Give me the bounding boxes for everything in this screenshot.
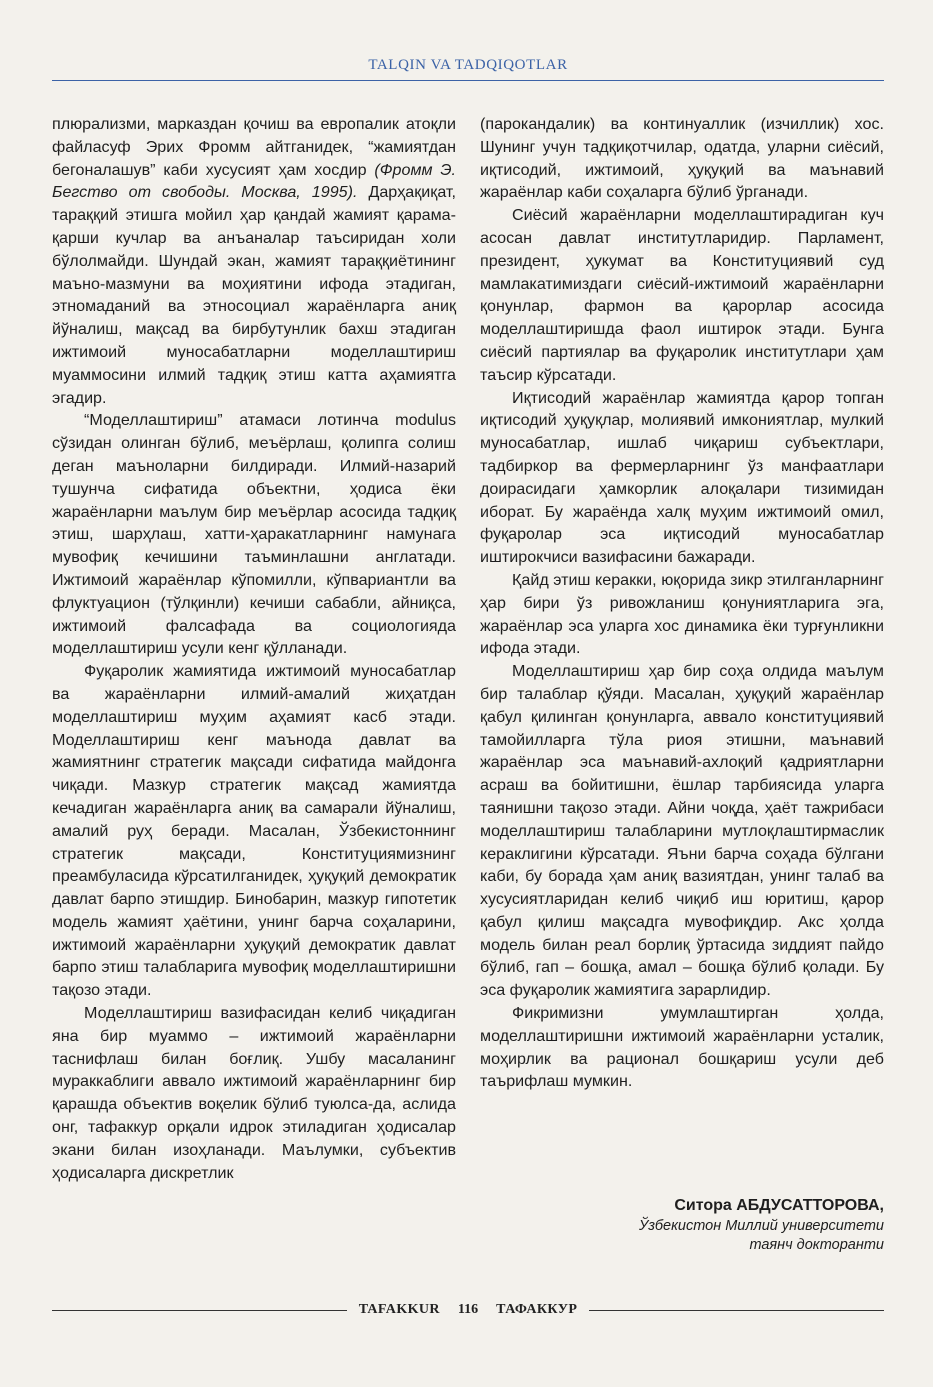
right-paragraph-5: Моделлаштириш ҳар бир соҳа олдида маълум бир талаблар қўяди. Масалан, ҳуқуқий жараёнлар қабул қилинган қонунларга, аввало конституциявий тамойилларга тўла риоя этишни, маънавий жараёнлар эса маънавий-ахлоқий қадриятларни асраш ва бойитишни, ёшлар тарбиясида уларга таянишни тақозо этади. Айни чоқда, ҳаёт тажрибаси моделлаштириш талабларини мутлоқлаштирмаслик кераклигини кўрсатади. Яъни барча соҳада бўлгани каби, бу борада ҳам аниқ вазиятдан, унинг талаб ва хусусиятларидан келиб чиқиб иш юритиш, қарор қабул қилиш мақсадга мувофиқдир. Акс ҳолда модель билан реал борлиқ ўртасида зиддият пайдо бўлиб, гап – бошқа, амал – бошқа бўлиб қолади. Бу эса фуқаролик жамиятига зарарлидир. — [480, 662, 884, 1000]
footer-rule-left — [52, 1310, 347, 1311]
author-name: Ситора АБДУСАТТОРОВА, — [674, 1197, 884, 1214]
left-paragraph-3: Фуқаролик жамиятида ижтимоий муносабатлар ва жараёнларни илмий-амалий жиҳатдан моделлаштириш муҳим аҳамият касб этади. Моделлаштириш кенг маънода давлат ва жамиятнинг стратегик мақсади сифатида майдонга чиқади. Мазкур стратегик мақсад жамиятда кечадиган жараёнларга аниқ ва самарали йўналиш, амалий руҳ беради. Масалан, Ўзбекистоннинг стратегик мақсади, Конституциямизнинг преамбуласида кўрсатилганидек, ҳуқуқий демократик давлат барпо этишдир. Бинобарин, мазкур гипотетик модель жамият ҳаётини, унинг барча соҳаларини, ижтимоий жараёнларни ҳуқуқий демократик давлат барпо этиш талабларига мувофиқ моделлаштиришни тақозо этади. — [52, 662, 456, 1000]
left-column — [52, 113, 456, 1184]
author-signature — [480, 1195, 884, 1255]
left-paragraph-2: “Моделлаштириш” атамаси лотинча modulus сўзидан олинган бўлиб, меъёрлаш, қолипга солиш деган маъноларни билдиради. Илмий-назарий тушунча сифатида объектни, ҳодиса ёки жараёнларни маълум бир меъёрлар асосида тадқиқ этиш, шарҳлаш, хатти-ҳаракатларнинг намунага мувофиқ кечишини таъминлашни англатади. Ижтимоий жараёнлар кўпомилли, кўпвариантли ва флуктуацион (тўлқинли) кечиши сабабли, айниқса, ижтимоий фалсафада ва социологияда моделлаштириш усули кенг қўлланади. — [52, 411, 456, 658]
paragraph-text: Дарҳақиқат, тараққий этишга мойил ҳар қандай жамият қарама-қарши кучлар ва анъаналар таъсиридан холи бўлолмайди. Шундай экан, жамият тараққиётининг маъно-мазмуни ва моҳиятини ифода этадиган, этномаданий ва этносоциал жараёнларга аниқ йўналиш, мақсад ва бирбутунлик бахш этадиган ижтимоий муносабатларни моделлаштириш муаммосини илмий тадқиқ этиш катта аҳамиятга эгадир. — [52, 183, 456, 407]
footer-journal-cyrillic: ТАФАККУР — [496, 1302, 578, 1317]
right-paragraph-6: Фикримизни умумлаштирган ҳолда, моделлаштиришни ижтимоий жараёнларни усталик, моҳирлик ва рационал бошқариш усули деб таърифлаш мумкин. — [480, 1004, 884, 1091]
author-position: таянч докторанти — [749, 1237, 884, 1253]
left-paragraph-4: Моделлаштириш вазифасидан келиб чиқадиган яна бир муаммо – ижтимоий жараёнларни таснифлаш билан боғлиқ. Ушбу масаланинг мураккаблиги аввало ижтимоий жараёнларнинг бир қарашда объектив воқелик бўлиб туюлса-да, аслида онг, тафаккур орқали идрок этиладиган ҳодисалар экани билан изоҳланади. Маълумки, субъектив ҳодисаларга дискретлик — [52, 1004, 456, 1182]
page-footer — [52, 1300, 884, 1320]
citation: (Фромм Э. Бегство от свободы. Москва, 1995). — [52, 160, 456, 202]
left-paragraph-1 — [52, 113, 456, 409]
footer-rule-right — [589, 1310, 884, 1311]
right-paragraph-4: Қайд этиш керакки, юқорида зикр этилганларнинг ҳар бири ўз ривожланиш қонуниятларига эга, жараёнлар эса уларга хос динамика ёки турғунликни ифода этади. — [480, 570, 884, 658]
right-paragraph-2: Сиёсий жараёнларни моделлаштирадиган куч асосан давлат институтларидир. Парламент, президент, ҳукумат ва Конституциявий суд мамлакатимиздаги сиёсий-ижтимоий жараёнларни қонунлар, фармон ва қарорлар асосида моделлаштиришда фаол иштирок этади. Бунга сиёсий партиялар ва фуқаролик институтлари ҳам таъсир кўрсатади. — [480, 206, 884, 384]
footer-journal-latin: TAFAKKUR — [358, 1302, 440, 1317]
right-paragraph-1: (парокандалик) ва континуаллик (изчиллик) хос. Шунинг учун тадқиқотчилар, одатда, уларни сиёсий, иқтисодий, ижтимоий, ҳуқуқий ва маънавий жараёнлар каби соҳаларга бўлиб ўрганади. — [480, 115, 884, 202]
right-column — [480, 113, 884, 1093]
section-title: TALQIN VA TADQIQOTLAR — [368, 57, 568, 73]
paragraph-text: плюрализми, марказдан қочиш ва европалик атоқли файласуф Эрих Фромм айтганидек, “жамиятдан бегоналашув” каби хусусият ҳам хосдир — [52, 115, 456, 179]
page-number: 116 — [457, 1302, 479, 1317]
header-rule — [52, 80, 884, 81]
right-paragraph-3: Иқтисодий жараёнлар жамиятда қарор топган иқтисодий ҳуқуқлар, молиявий имкониятлар, мулкий муносабатлар, ишлаб чиқариш субъектлари, тадбиркор ва фермерларнинг ўз манфаатлари доирасидаги ҳамкорлик алоқалари тизимидан иборат. Бу жараёнда халқ муҳим ижтимоий омил, фуқаролар эса иқтисодий муносабатлар иштирокчиси вазифасини бажаради. — [480, 388, 884, 567]
author-affiliation: Ўзбекистон Миллий университети — [639, 1218, 884, 1234]
